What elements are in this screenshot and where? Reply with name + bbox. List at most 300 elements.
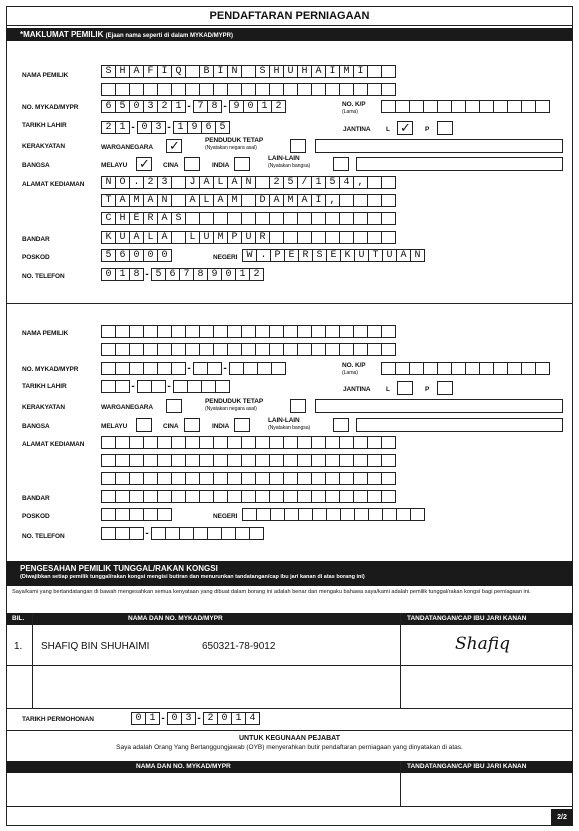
char-cell[interactable]: 5 xyxy=(215,121,230,134)
char-cell[interactable]: 1 xyxy=(311,176,326,189)
char-cell[interactable]: S xyxy=(101,65,116,78)
char-cell[interactable] xyxy=(269,490,284,503)
char-cell[interactable] xyxy=(311,490,326,503)
char-cell[interactable] xyxy=(423,362,438,375)
char-cell[interactable] xyxy=(340,508,355,521)
char-cell[interactable]: 0 xyxy=(217,712,232,725)
char-cell[interactable] xyxy=(339,325,354,338)
checkbox-penduduk-1[interactable] xyxy=(290,139,306,153)
char-cell[interactable] xyxy=(213,343,228,356)
char-cell[interactable] xyxy=(241,212,256,225)
checkbox-warganegara-1[interactable] xyxy=(166,139,182,153)
char-cell[interactable] xyxy=(311,212,326,225)
char-cell[interactable] xyxy=(507,362,522,375)
char-cell[interactable] xyxy=(101,83,116,96)
char-cell[interactable]: 6 xyxy=(115,249,130,262)
checkbox-india-2[interactable] xyxy=(234,418,250,432)
dob-field-1[interactable] xyxy=(101,121,229,134)
char-cell[interactable] xyxy=(101,380,116,393)
char-cell[interactable]: S xyxy=(255,65,270,78)
char-cell[interactable] xyxy=(311,83,326,96)
char-cell[interactable]: S xyxy=(312,249,327,262)
char-cell[interactable]: O xyxy=(115,176,130,189)
char-cell[interactable] xyxy=(367,83,382,96)
address-line1-1[interactable] xyxy=(101,176,395,189)
char-cell[interactable]: 5 xyxy=(325,176,340,189)
char-cell[interactable] xyxy=(283,325,298,338)
char-cell[interactable] xyxy=(221,527,236,540)
char-cell[interactable] xyxy=(283,490,298,503)
char-cell[interactable] xyxy=(437,362,452,375)
char-cell[interactable] xyxy=(241,83,256,96)
poskod-field-1[interactable] xyxy=(101,249,171,262)
char-cell[interactable] xyxy=(157,454,172,467)
char-cell[interactable]: H xyxy=(115,65,130,78)
address-line3-2[interactable] xyxy=(101,472,395,485)
char-cell[interactable] xyxy=(381,194,396,207)
char-cell[interactable]: 0 xyxy=(137,121,152,134)
char-cell[interactable] xyxy=(269,83,284,96)
poskod-field-2[interactable] xyxy=(101,508,171,521)
char-cell[interactable]: 7 xyxy=(179,268,194,281)
char-cell[interactable] xyxy=(297,231,312,244)
char-cell[interactable] xyxy=(101,508,116,521)
char-cell[interactable] xyxy=(242,508,257,521)
char-cell[interactable] xyxy=(129,343,144,356)
char-cell[interactable] xyxy=(255,212,270,225)
char-cell[interactable] xyxy=(143,436,158,449)
char-cell[interactable] xyxy=(241,454,256,467)
char-cell[interactable] xyxy=(283,436,298,449)
char-cell[interactable] xyxy=(270,508,285,521)
char-cell[interactable]: U xyxy=(382,249,397,262)
char-cell[interactable]: A xyxy=(227,176,242,189)
char-cell[interactable] xyxy=(173,380,188,393)
char-cell[interactable] xyxy=(395,100,410,113)
bandar-field-1[interactable] xyxy=(101,231,395,244)
char-cell[interactable] xyxy=(353,454,368,467)
char-cell[interactable] xyxy=(535,362,550,375)
char-cell[interactable]: H xyxy=(115,212,130,225)
char-cell[interactable] xyxy=(171,325,186,338)
char-cell[interactable]: R xyxy=(255,231,270,244)
char-cell[interactable] xyxy=(297,490,312,503)
char-cell[interactable] xyxy=(451,362,466,375)
char-cell[interactable] xyxy=(269,472,284,485)
char-cell[interactable]: P xyxy=(227,231,242,244)
char-cell[interactable] xyxy=(115,527,130,540)
name-line1-1[interactable] xyxy=(101,65,395,78)
char-cell[interactable] xyxy=(269,454,284,467)
char-cell[interactable] xyxy=(207,527,222,540)
char-cell[interactable]: L xyxy=(143,231,158,244)
char-cell[interactable] xyxy=(185,83,200,96)
negara-asal-field-2[interactable] xyxy=(315,399,563,413)
name-line2-1[interactable] xyxy=(101,83,395,96)
char-cell[interactable] xyxy=(151,527,166,540)
char-cell[interactable]: 6 xyxy=(201,121,216,134)
char-cell[interactable] xyxy=(143,472,158,485)
char-cell[interactable]: T xyxy=(101,194,116,207)
char-cell[interactable]: 5 xyxy=(151,268,166,281)
char-cell[interactable] xyxy=(193,362,208,375)
char-cell[interactable] xyxy=(129,325,144,338)
char-cell[interactable]: 6 xyxy=(165,268,180,281)
char-cell[interactable] xyxy=(199,343,214,356)
char-cell[interactable] xyxy=(171,490,186,503)
char-cell[interactable] xyxy=(353,325,368,338)
tarikh-permohonan-field[interactable] xyxy=(131,712,259,725)
char-cell[interactable] xyxy=(101,527,116,540)
checkbox-melayu-2[interactable] xyxy=(136,418,152,432)
char-cell[interactable] xyxy=(143,325,158,338)
char-cell[interactable]: B xyxy=(199,65,214,78)
char-cell[interactable] xyxy=(199,212,214,225)
char-cell[interactable]: K xyxy=(340,249,355,262)
char-cell[interactable] xyxy=(339,83,354,96)
checkbox-cina-2[interactable] xyxy=(184,418,200,432)
char-cell[interactable]: , xyxy=(353,176,368,189)
char-cell[interactable] xyxy=(241,194,256,207)
char-cell[interactable] xyxy=(185,490,200,503)
char-cell[interactable] xyxy=(101,454,116,467)
char-cell[interactable] xyxy=(115,472,130,485)
char-cell[interactable] xyxy=(325,212,340,225)
char-cell[interactable] xyxy=(465,100,480,113)
char-cell[interactable] xyxy=(339,436,354,449)
char-cell[interactable] xyxy=(269,212,284,225)
char-cell[interactable] xyxy=(213,325,228,338)
char-cell[interactable] xyxy=(115,343,130,356)
char-cell[interactable] xyxy=(185,472,200,485)
char-cell[interactable] xyxy=(255,176,270,189)
char-cell[interactable] xyxy=(115,325,130,338)
char-cell[interactable] xyxy=(213,436,228,449)
char-cell[interactable] xyxy=(227,343,242,356)
checkbox-cina-1[interactable] xyxy=(184,157,200,171)
char-cell[interactable] xyxy=(101,472,116,485)
char-cell[interactable] xyxy=(241,65,256,78)
char-cell[interactable]: 9 xyxy=(229,100,244,113)
char-cell[interactable] xyxy=(381,490,396,503)
char-cell[interactable] xyxy=(339,490,354,503)
char-cell[interactable]: H xyxy=(269,65,284,78)
char-cell[interactable]: 2 xyxy=(157,100,172,113)
char-cell[interactable] xyxy=(255,454,270,467)
char-cell[interactable] xyxy=(171,362,186,375)
char-cell[interactable]: 1 xyxy=(173,121,188,134)
char-cell[interactable] xyxy=(311,454,326,467)
char-cell[interactable] xyxy=(269,325,284,338)
char-cell[interactable]: A xyxy=(311,65,326,78)
char-cell[interactable] xyxy=(115,508,130,521)
char-cell[interactable]: I xyxy=(213,65,228,78)
char-cell[interactable] xyxy=(353,83,368,96)
char-cell[interactable] xyxy=(283,472,298,485)
checkbox-lain-1[interactable] xyxy=(333,157,349,171)
char-cell[interactable]: C xyxy=(101,212,116,225)
char-cell[interactable]: 8 xyxy=(193,268,208,281)
char-cell[interactable] xyxy=(326,508,341,521)
char-cell[interactable] xyxy=(171,454,186,467)
char-cell[interactable] xyxy=(157,362,172,375)
char-cell[interactable]: N xyxy=(410,249,425,262)
char-cell[interactable] xyxy=(339,231,354,244)
char-cell[interactable]: L xyxy=(185,231,200,244)
char-cell[interactable]: 1 xyxy=(231,712,246,725)
mykad-field-2[interactable] xyxy=(101,362,285,375)
char-cell[interactable] xyxy=(283,454,298,467)
char-cell[interactable]: N xyxy=(241,176,256,189)
char-cell[interactable] xyxy=(311,325,326,338)
char-cell[interactable]: A xyxy=(157,231,172,244)
char-cell[interactable] xyxy=(215,380,230,393)
char-cell[interactable]: M xyxy=(213,231,228,244)
char-cell[interactable] xyxy=(382,508,397,521)
char-cell[interactable] xyxy=(465,362,480,375)
char-cell[interactable]: I xyxy=(353,65,368,78)
char-cell[interactable]: J xyxy=(185,176,200,189)
char-cell[interactable] xyxy=(101,325,116,338)
char-cell[interactable] xyxy=(353,231,368,244)
char-cell[interactable] xyxy=(367,490,382,503)
char-cell[interactable]: 8 xyxy=(129,268,144,281)
char-cell[interactable] xyxy=(297,454,312,467)
char-cell[interactable] xyxy=(381,325,396,338)
char-cell[interactable] xyxy=(235,527,250,540)
checkbox-p-2[interactable] xyxy=(437,381,453,395)
negeri-field-2[interactable] xyxy=(242,508,424,521)
char-cell[interactable] xyxy=(129,527,144,540)
char-cell[interactable] xyxy=(227,472,242,485)
char-cell[interactable]: 0 xyxy=(167,712,182,725)
char-cell[interactable] xyxy=(157,343,172,356)
char-cell[interactable] xyxy=(157,325,172,338)
address-line2-1[interactable] xyxy=(101,194,395,207)
char-cell[interactable]: 0 xyxy=(157,249,172,262)
char-cell[interactable]: S xyxy=(171,212,186,225)
char-cell[interactable] xyxy=(367,436,382,449)
char-cell[interactable]: L xyxy=(199,194,214,207)
char-cell[interactable] xyxy=(115,454,130,467)
char-cell[interactable] xyxy=(185,343,200,356)
char-cell[interactable] xyxy=(171,343,186,356)
char-cell[interactable] xyxy=(381,454,396,467)
char-cell[interactable] xyxy=(283,343,298,356)
address-line1-2[interactable] xyxy=(101,436,395,449)
char-cell[interactable] xyxy=(151,380,166,393)
char-cell[interactable] xyxy=(353,490,368,503)
bandar-field-2[interactable] xyxy=(101,490,395,503)
char-cell[interactable] xyxy=(207,362,222,375)
char-cell[interactable] xyxy=(129,454,144,467)
char-cell[interactable]: H xyxy=(297,65,312,78)
char-cell[interactable]: 1 xyxy=(235,268,250,281)
char-cell[interactable] xyxy=(311,231,326,244)
char-cell[interactable] xyxy=(255,436,270,449)
char-cell[interactable]: A xyxy=(396,249,411,262)
telefon-field-1[interactable] xyxy=(101,268,263,281)
char-cell[interactable]: 0 xyxy=(131,712,146,725)
char-cell[interactable]: 1 xyxy=(257,100,272,113)
checkbox-india-1[interactable] xyxy=(234,157,250,171)
char-cell[interactable]: T xyxy=(368,249,383,262)
char-cell[interactable]: 3 xyxy=(143,100,158,113)
char-cell[interactable]: N xyxy=(227,65,242,78)
char-cell[interactable]: D xyxy=(255,194,270,207)
char-cell[interactable]: / xyxy=(297,176,312,189)
char-cell[interactable] xyxy=(297,212,312,225)
char-cell[interactable] xyxy=(129,508,144,521)
char-cell[interactable]: I xyxy=(325,65,340,78)
char-cell[interactable] xyxy=(227,490,242,503)
char-cell[interactable]: 8 xyxy=(207,100,222,113)
char-cell[interactable] xyxy=(199,83,214,96)
char-cell[interactable] xyxy=(353,212,368,225)
char-cell[interactable] xyxy=(381,436,396,449)
char-cell[interactable]: M xyxy=(283,194,298,207)
char-cell[interactable] xyxy=(479,362,494,375)
char-cell[interactable] xyxy=(193,527,208,540)
char-cell[interactable]: U xyxy=(283,65,298,78)
char-cell[interactable] xyxy=(381,100,396,113)
char-cell[interactable] xyxy=(129,436,144,449)
char-cell[interactable] xyxy=(353,194,368,207)
checkbox-penduduk-2[interactable] xyxy=(290,399,306,413)
char-cell[interactable] xyxy=(129,362,144,375)
char-cell[interactable]: 2 xyxy=(269,176,284,189)
char-cell[interactable] xyxy=(115,436,130,449)
address-line3-1[interactable] xyxy=(101,212,395,225)
char-cell[interactable] xyxy=(271,362,286,375)
char-cell[interactable]: 2 xyxy=(143,176,158,189)
char-cell[interactable] xyxy=(143,343,158,356)
char-cell[interactable] xyxy=(143,508,158,521)
char-cell[interactable]: 3 xyxy=(181,712,196,725)
char-cell[interactable] xyxy=(157,472,172,485)
char-cell[interactable] xyxy=(367,343,382,356)
kp-lama-field-2[interactable] xyxy=(381,362,549,375)
char-cell[interactable] xyxy=(243,362,258,375)
char-cell[interactable] xyxy=(283,231,298,244)
char-cell[interactable]: 1 xyxy=(171,100,186,113)
char-cell[interactable] xyxy=(395,362,410,375)
char-cell[interactable] xyxy=(325,83,340,96)
char-cell[interactable] xyxy=(257,362,272,375)
char-cell[interactable] xyxy=(269,436,284,449)
char-cell[interactable]: 1 xyxy=(115,121,130,134)
char-cell[interactable] xyxy=(171,472,186,485)
char-cell[interactable] xyxy=(312,508,327,521)
bangsa-lain-field-1[interactable] xyxy=(356,157,563,171)
char-cell[interactable]: A xyxy=(199,176,214,189)
char-cell[interactable] xyxy=(339,343,354,356)
char-cell[interactable] xyxy=(353,472,368,485)
char-cell[interactable]: E xyxy=(284,249,299,262)
char-cell[interactable] xyxy=(325,343,340,356)
char-cell[interactable] xyxy=(157,436,172,449)
char-cell[interactable]: W xyxy=(242,249,257,262)
char-cell[interactable]: L xyxy=(213,176,228,189)
char-cell[interactable]: 0 xyxy=(243,100,258,113)
char-cell[interactable]: E xyxy=(129,212,144,225)
char-cell[interactable]: 9 xyxy=(187,121,202,134)
char-cell[interactable] xyxy=(367,472,382,485)
char-cell[interactable] xyxy=(367,212,382,225)
char-cell[interactable] xyxy=(185,212,200,225)
char-cell[interactable] xyxy=(311,343,326,356)
char-cell[interactable]: A xyxy=(129,231,144,244)
char-cell[interactable] xyxy=(199,325,214,338)
char-cell[interactable] xyxy=(185,65,200,78)
char-cell[interactable] xyxy=(479,100,494,113)
char-cell[interactable] xyxy=(185,436,200,449)
char-cell[interactable] xyxy=(437,100,452,113)
char-cell[interactable] xyxy=(423,100,438,113)
char-cell[interactable] xyxy=(409,100,424,113)
char-cell[interactable] xyxy=(381,83,396,96)
char-cell[interactable]: . xyxy=(256,249,271,262)
char-cell[interactable] xyxy=(101,343,116,356)
char-cell[interactable] xyxy=(507,100,522,113)
char-cell[interactable] xyxy=(325,325,340,338)
char-cell[interactable] xyxy=(199,472,214,485)
char-cell[interactable] xyxy=(227,436,242,449)
char-cell[interactable] xyxy=(187,380,202,393)
char-cell[interactable] xyxy=(171,231,186,244)
char-cell[interactable] xyxy=(521,362,536,375)
char-cell[interactable] xyxy=(241,343,256,356)
char-cell[interactable]: 5 xyxy=(101,249,116,262)
char-cell[interactable]: Q xyxy=(171,65,186,78)
kp-lama-field-1[interactable] xyxy=(381,100,549,113)
char-cell[interactable] xyxy=(171,194,186,207)
telefon-field-2[interactable] xyxy=(101,527,263,540)
char-cell[interactable] xyxy=(129,83,144,96)
char-cell[interactable]: 0 xyxy=(129,100,144,113)
char-cell[interactable] xyxy=(185,325,200,338)
char-cell[interactable]: 3 xyxy=(157,176,172,189)
char-cell[interactable] xyxy=(381,343,396,356)
char-cell[interactable] xyxy=(367,194,382,207)
char-cell[interactable] xyxy=(367,325,382,338)
char-cell[interactable]: 4 xyxy=(245,712,260,725)
char-cell[interactable] xyxy=(255,472,270,485)
char-cell[interactable] xyxy=(115,83,130,96)
char-cell[interactable] xyxy=(409,362,424,375)
mykad-field-1[interactable] xyxy=(101,100,285,113)
char-cell[interactable] xyxy=(241,436,256,449)
char-cell[interactable] xyxy=(255,343,270,356)
char-cell[interactable]: 5 xyxy=(115,100,130,113)
char-cell[interactable]: F xyxy=(143,65,158,78)
char-cell[interactable]: A xyxy=(185,194,200,207)
char-cell[interactable] xyxy=(339,194,354,207)
char-cell[interactable]: 2 xyxy=(249,268,264,281)
char-cell[interactable] xyxy=(143,490,158,503)
checkbox-lain-2[interactable] xyxy=(333,418,349,432)
char-cell[interactable] xyxy=(255,83,270,96)
char-cell[interactable] xyxy=(143,454,158,467)
char-cell[interactable] xyxy=(129,490,144,503)
char-cell[interactable] xyxy=(179,527,194,540)
name-line2-2[interactable] xyxy=(101,343,395,356)
char-cell[interactable]: 0 xyxy=(221,268,236,281)
char-cell[interactable]: I xyxy=(311,194,326,207)
char-cell[interactable]: I xyxy=(157,65,172,78)
char-cell[interactable]: A xyxy=(213,194,228,207)
char-cell[interactable] xyxy=(451,100,466,113)
